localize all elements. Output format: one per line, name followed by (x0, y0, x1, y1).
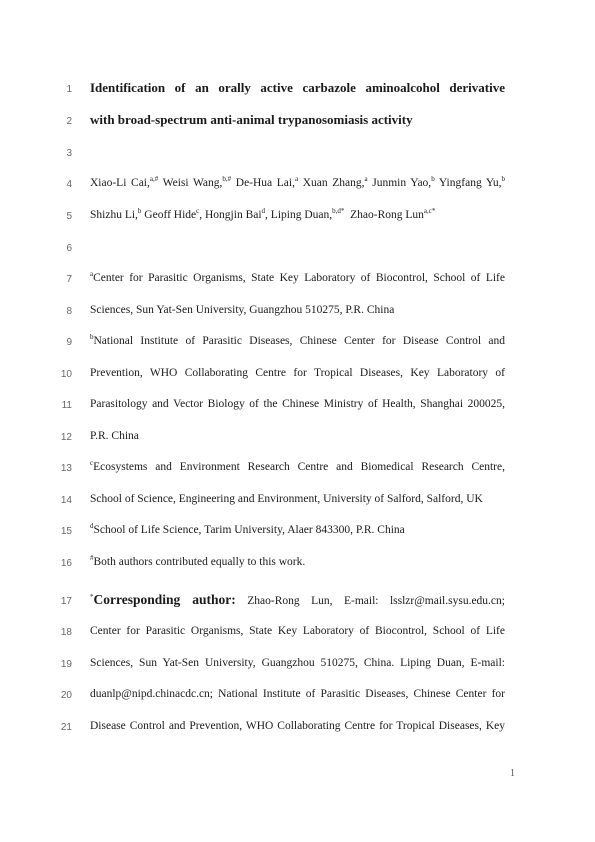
author-name: De-Hua Lai, (235, 177, 295, 189)
author-affiliation-marker: b (501, 175, 506, 184)
author-affiliation-marker: a (294, 175, 299, 184)
manuscript-line (0, 110, 595, 130)
line-number: 16 (60, 558, 72, 569)
author-affiliation-marker: b (137, 207, 142, 216)
manuscript-line (0, 684, 595, 704)
author-affiliation-marker: d (261, 207, 266, 216)
line-number: 2 (66, 116, 72, 127)
manuscript-line (0, 268, 595, 288)
author-name: Yingfang Yu, (438, 177, 502, 189)
affiliation-b-line-2: Prevention, WHO Collaborating Centre for Tropical Diseases, Key Laboratory of (90, 367, 505, 379)
manuscript-line (0, 457, 595, 477)
author-affiliation-marker: a,# (149, 175, 159, 184)
manuscript-line (0, 363, 595, 383)
affiliation-marker: c (90, 459, 94, 468)
authors-line-1 (90, 176, 505, 190)
line-number: 4 (66, 179, 72, 190)
manuscript-line (0, 173, 595, 193)
line-number: 13 (60, 463, 72, 474)
line-number: 6 (66, 243, 72, 254)
manuscript-line (0, 520, 595, 540)
affiliation-b-line-4: P.R. China (90, 430, 139, 442)
author-name: Xiao-Li Cai, (90, 177, 150, 189)
line-number: 11 (61, 400, 72, 411)
footnote-marker: * (90, 593, 94, 602)
correspondence-line-2: Center for Parasitic Organisms, State Key Laboratory of Biocontrol, School of Life (90, 625, 505, 637)
author-name: Zhao-Rong Lun (350, 209, 424, 221)
manuscript-line (0, 552, 595, 572)
correspondence-line-3: Sciences, Sun Yat-Sen University, Guangzhou 510275, China. Liping Duan, E-mail: (90, 657, 505, 669)
correspondence-line-4: duanlp@nipd.chinacdc.cn; National Institute of Parasitic Diseases, Chinese Center for (90, 688, 505, 700)
line-number: 1 (66, 84, 72, 95)
title-line-2: with broad-spectrum anti-animal trypanosomiasis activity (90, 112, 413, 127)
author-name: Xuan Zhang, (302, 177, 365, 189)
author-affiliation-marker: b (431, 175, 435, 184)
author-affiliation-marker: c (196, 207, 200, 216)
line-number: 7 (66, 274, 72, 285)
line-number: 5 (66, 211, 72, 222)
line-number: 19 (60, 659, 72, 670)
affiliation-text: Center for Parasitic Organisms, State Key Laboratory of Biocontrol, School of Life (93, 272, 505, 284)
affiliation-b-line-1 (90, 334, 505, 348)
affiliation-d-line-1 (90, 523, 505, 537)
manuscript-line (0, 142, 595, 162)
manuscript-line (0, 653, 595, 673)
affiliation-c-line-1 (90, 460, 505, 474)
affiliation-marker: d (90, 522, 94, 531)
affiliation-c-line-2: School of Science, Engineering and Environment, University of Salford, Salford, UK (90, 493, 483, 505)
title-line-1: Identification of an orally active carbazole aminoalcohol derivative (90, 80, 505, 95)
author-affiliation-marker: b,# (222, 175, 232, 184)
line-number: 18 (60, 627, 72, 638)
line-number: 15 (60, 526, 72, 537)
authors-line-2 (90, 208, 505, 222)
footnote-marker: # (90, 554, 94, 563)
manuscript-line (0, 489, 595, 509)
line-number: 10 (60, 369, 72, 380)
author-name: Weisi Wang, (162, 177, 223, 189)
manuscript-line (0, 78, 595, 98)
affiliation-a-line-1 (90, 271, 505, 285)
correspondence-line-5: Disease Control and Prevention, WHO Collaborating Centre for Tropical Diseases, Key (90, 720, 505, 732)
author-affiliation-marker: a (364, 175, 368, 184)
line-number: 8 (66, 306, 72, 317)
manuscript-line (0, 590, 595, 610)
manuscript-line (0, 621, 595, 641)
line-number: 20 (60, 690, 72, 701)
line-number: 14 (60, 495, 72, 506)
line-number: 9 (66, 337, 72, 348)
manuscript-line (0, 394, 595, 414)
manuscript-line (0, 716, 595, 736)
line-number: 3 (66, 148, 72, 159)
note-text: Both authors contributed equally to this work. (93, 556, 306, 568)
author-name: Geoff Hide (144, 209, 197, 221)
author-affiliation-marker: b,d* (332, 207, 345, 216)
line-number: 12 (60, 432, 72, 443)
affiliation-a-line-2: Sciences, Sun Yat-Sen University, Guangzhou 510275, P.R. China (90, 304, 395, 316)
equal-contribution-note (90, 555, 505, 569)
affiliation-marker: a (90, 270, 94, 279)
author-affiliation-marker: a,c* (423, 207, 436, 216)
author-name: , Hongjin Bai (199, 209, 262, 221)
manuscript-line (0, 205, 595, 225)
affiliation-text: Ecosystems and Environment Research Centre and Biomedical Research Centre, (93, 461, 505, 473)
author-name: Shizhu Li, (90, 209, 138, 221)
author-name: , Liping Duan, (265, 209, 333, 221)
line-number: 17 (60, 596, 72, 607)
correspondence-line-1 (90, 593, 505, 608)
manuscript-line (0, 237, 595, 257)
affiliation-text: National Institute of Parasitic Diseases, Chinese Center for Disease Control and (93, 335, 505, 347)
affiliation-marker: b (90, 333, 94, 342)
affiliation-text: School of Life Science, Tarim University, Alaer 843300, P.R. China (93, 524, 405, 536)
correspondence-text: Zhao-Rong Lun, E-mail: lsslzr@mail.sysu.edu.cn; (235, 595, 505, 607)
affiliation-b-line-3: Parasitology and Vector Biology of the Chinese Ministry of Health, Shanghai 200025, (90, 398, 505, 410)
line-number: 21 (60, 722, 72, 733)
manuscript-line (0, 300, 595, 320)
manuscript-line (0, 426, 595, 446)
manuscript-line (0, 331, 595, 351)
page-number: 1 (510, 768, 515, 779)
author-name: Junmin Yao, (372, 177, 432, 189)
corresponding-author-label: Corresponding author: (93, 592, 236, 607)
